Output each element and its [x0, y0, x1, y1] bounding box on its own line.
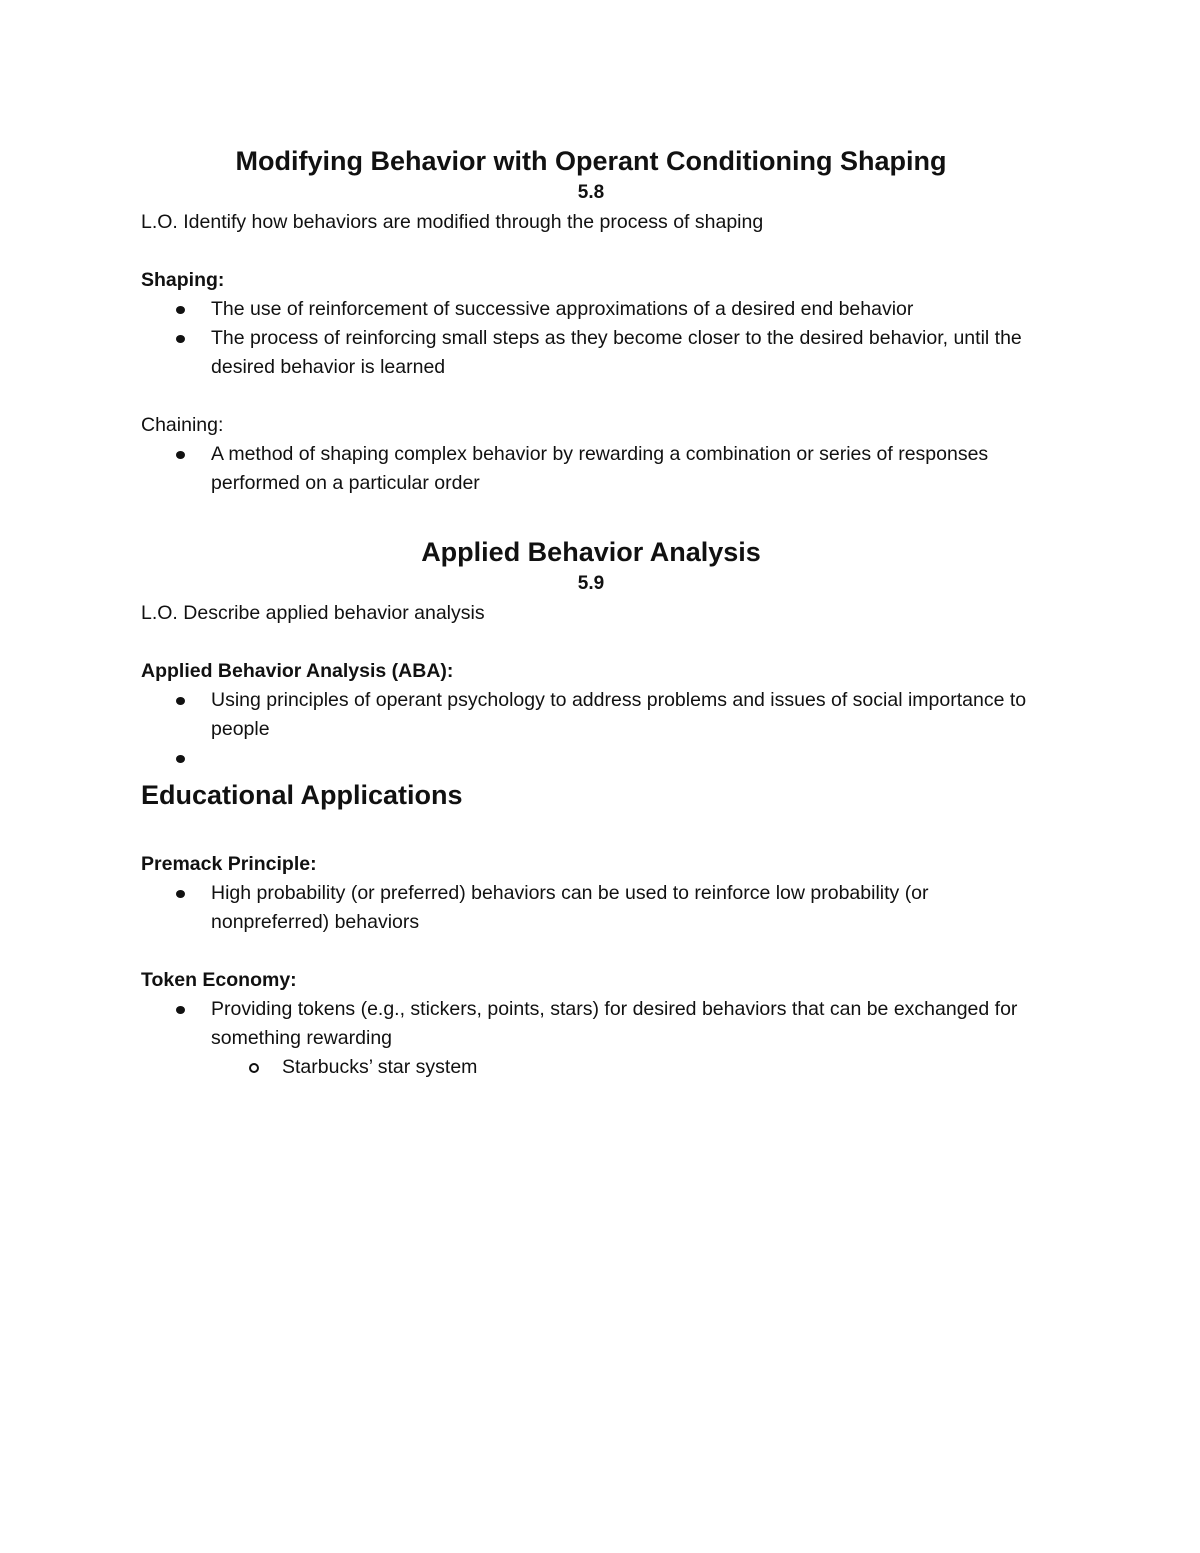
shaping-learning-objective: L.O. Identify how behaviors are modified through the process of shaping	[141, 211, 764, 233]
bullet-icon	[176, 697, 185, 705]
list-item-text: Providing tokens (e.g., stickers, points, stars) for desired behaviors that can be exchanged for something rewarding	[211, 998, 1018, 1049]
chaining-bullet-list	[141, 440, 1041, 498]
bullet-icon	[176, 890, 185, 898]
shaping-section-number: 5.8	[577, 182, 605, 203]
list-item	[141, 879, 1041, 937]
document-content	[141, 143, 1041, 1082]
list-item	[141, 440, 1041, 498]
list-item-text: The process of reinforcing small steps as they become closer to the desired behavior, until the desired behavior is learned	[211, 327, 1022, 378]
bullet-icon	[176, 335, 185, 343]
aba-section-number: 5.9	[577, 573, 605, 594]
spacer	[141, 237, 1041, 265]
edu-section-title: Educational Applications	[141, 780, 463, 810]
list-item-text: The use of reinforcement of successive approximations of a desired end behavior	[211, 298, 914, 320]
list-item	[141, 686, 1041, 744]
list-item	[141, 995, 1041, 1053]
list-item-text: Starbucks’ star system	[282, 1056, 478, 1078]
aba-label: Applied Behavior Analysis (ABA):	[141, 660, 454, 682]
list-item-text: High probability (or preferred) behaviors can be used to reinforce low probability (or nonpreferred) behaviors	[211, 882, 929, 933]
bullet-icon	[176, 306, 185, 314]
list-item-text: A method of shaping complex behavior by rewarding a combination or series of responses performed on a particular order	[211, 443, 989, 494]
token-bullet-list	[141, 995, 1041, 1053]
premack-bullet-list	[141, 879, 1041, 937]
shaping-section-title: Modifying Behavior with Operant Conditioning Shaping	[235, 146, 947, 176]
list-item	[141, 1053, 1041, 1082]
bullet-icon	[176, 1006, 185, 1014]
chaining-label: Chaining:	[141, 414, 224, 436]
bullet-icon	[176, 755, 185, 763]
token-sub-bullet-list	[141, 1053, 1041, 1082]
list-item-text: Using principles of operant psychology to address problems and issues of social importance to people	[211, 689, 1027, 740]
shaping-bullet-list	[141, 295, 1041, 382]
spacer	[141, 382, 1041, 410]
hollow-bullet-icon	[249, 1063, 259, 1073]
list-item	[141, 744, 1041, 773]
spacer	[141, 628, 1041, 656]
spacer	[141, 813, 1041, 849]
aba-section-title: Applied Behavior Analysis	[421, 537, 761, 567]
premack-label: Premack Principle:	[141, 853, 317, 875]
spacer	[141, 498, 1041, 534]
token-economy-label: Token Economy:	[141, 969, 297, 991]
spacer	[141, 937, 1041, 965]
list-item	[141, 295, 1041, 324]
aba-learning-objective: L.O. Describe applied behavior analysis	[141, 602, 485, 624]
aba-bullet-list	[141, 686, 1041, 773]
shaping-label: Shaping:	[141, 269, 225, 291]
bullet-icon	[176, 451, 185, 459]
list-item	[141, 324, 1041, 382]
